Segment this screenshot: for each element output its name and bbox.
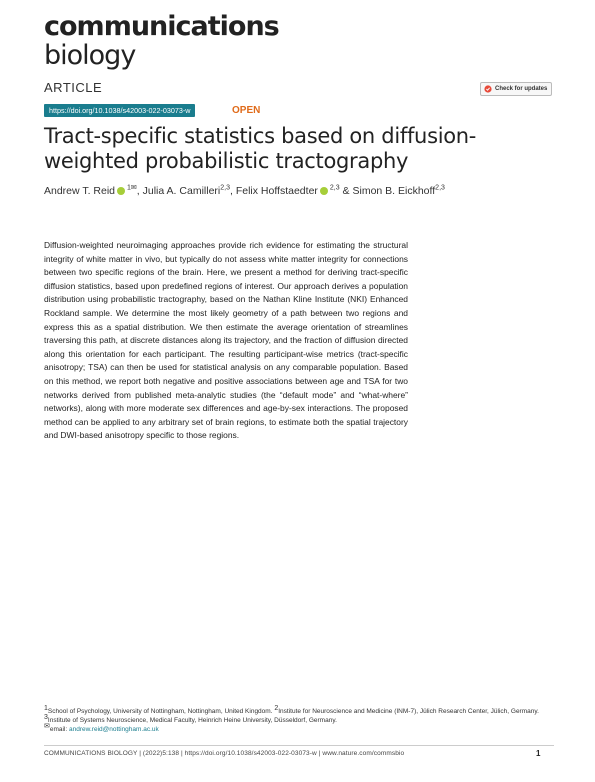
open-access-label: OPEN (232, 105, 261, 116)
author-affiliation: 2,3 (329, 184, 340, 192)
author-list (44, 185, 564, 197)
orcid-icon[interactable] (320, 187, 328, 195)
check-updates-icon (484, 85, 492, 93)
author-separator: & (339, 185, 353, 197)
author-name[interactable]: Felix Hoffstaedter (235, 185, 318, 197)
author-affiliation: 2,3 (220, 184, 230, 192)
author-name[interactable]: Julia A. Camilleri (142, 185, 221, 197)
journal-brand (44, 12, 279, 70)
check-for-updates-button[interactable] (480, 82, 552, 96)
affiliation-2-number: 2 (274, 704, 279, 712)
abstract: Diffusion-weighted neuroimaging approaches provide rich evidence for estimating the structural integrity of white matter in vivo, but typically do not assess white matter integrity for connections between two specific regions of the brain. Here, we present a method for deriving tract-specific diffusion statistics, based upon predefined regions of interest. Our approach derives a population distribution using probabilistic tractography, based on the Nathan Kline Institute (NKI) Enhanced Rockland sample. We determine the most likely geometry of a path between two regions and express this as a spatial distribution. We then estimate the average orientation of streamlines traversing this path, at discrete distances along its trajectory, and the fraction of diffusion directed along this orientation for each participant. The resulting participant-wise metrics (tract-specific anisotropy; TSA) can then be used for statistical analysis on any comparable population. Based on this method, we report both negative and positive associations between age and TSA for two networks derived from published meta-analytic studies (the “default mode” and “what-where” networks), along with more moderate sex differences and age-by-sex interactions. The proposed method can be applied to any arbitrary set of brain regions, to estimate both the spatial trajectory and DWI-based anisotropy specific to those regions. (44, 240, 408, 441)
author-name[interactable]: Andrew T. Reid (44, 185, 116, 197)
page-number: 1 (536, 749, 541, 758)
footer-divider (44, 745, 554, 746)
affiliation-2: Institute for Neuroscience and Medicine (INM-7), Jülich Research Center, Jülich, Germany. (278, 708, 539, 715)
article-type: ARTICLE (44, 80, 103, 95)
journal-subname: biology (44, 40, 136, 71)
footer-citation: COMMUNICATIONS BIOLOGY | (2022)5:138 | https://doi.org/10.1038/s42003-022-03073-w | www.nature.com/commsbio (44, 750, 405, 757)
article-title: Tract-specific statistics based on diffusion-weighted probabilistic tractography (44, 124, 477, 173)
affiliation-1-number: 1 (44, 704, 48, 712)
affiliation-1: School of Psychology, University of Nottingham, Nottingham, United Kingdom. (47, 708, 273, 715)
email-link[interactable]: andrew.reid@nottingham.ac.uk (69, 725, 159, 733)
check-updates-label: Check for updates (495, 86, 548, 92)
doi-link[interactable]: https://doi.org/10.1038/s42003-022-03073-w (44, 104, 195, 117)
email-label: email: (49, 725, 68, 733)
journal-name: communications (44, 11, 279, 42)
email-icon: ✉ (44, 722, 50, 730)
orcid-icon[interactable] (117, 187, 125, 195)
affiliation-3: Institute of Systems Neuroscience, Medical Faculty, Heinrich Heine University, Düsseldorf, Germany. (47, 716, 337, 724)
author-separator: , (136, 185, 143, 197)
author-affiliation: 1✉ (127, 184, 137, 192)
footnotes (44, 704, 554, 734)
author-separator: , (229, 185, 236, 197)
affiliation-3-number: 3 (44, 713, 48, 721)
author-name[interactable]: Simon B. Eickhoff (352, 185, 436, 197)
author-affiliation: 2,3 (435, 184, 445, 192)
